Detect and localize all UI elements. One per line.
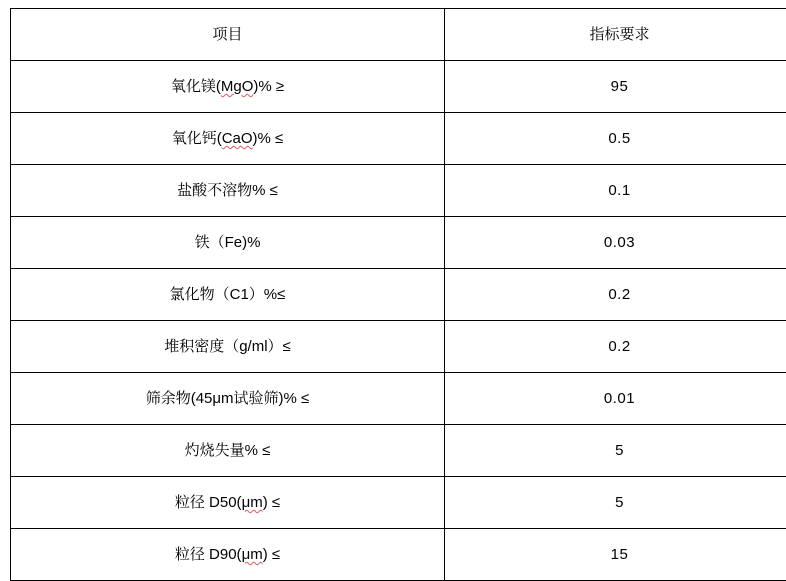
table-row [11,113,786,165]
item-text-prefix: 氧化镁( [171,78,221,95]
row-value-cell: 0.03 [445,217,786,269]
row-item-cell [11,165,445,217]
row-item-cell [11,425,445,477]
row-value-cell: 15 [445,529,786,581]
row-item-cell [11,61,445,113]
spec-table [10,8,786,581]
row-item-cell [11,373,445,425]
table-row [11,217,786,269]
row-item-cell [11,269,445,321]
row-value-cell: 0.2 [445,269,786,321]
table-row [11,425,786,477]
row-value-cell: 0.2 [445,321,786,373]
row-item-cell [11,113,445,165]
table-row [11,529,786,581]
spec-table-body [11,9,786,581]
row-value-cell: 95 [445,61,786,113]
item-text-suffix: )% ≤ [253,130,284,147]
row-value-cell: 0.01 [445,373,786,425]
item-text-prefix: 氧化钙( [172,130,222,147]
row-value-cell: 0.1 [445,165,786,217]
item-text-prefix: 筛余物(45μm试验筛)% ≤ [146,390,310,407]
header-cell-item: 项目 [11,9,445,61]
item-text-prefix: 铁（Fe)% [195,234,261,251]
item-text-prefix: 氯化物（C1）%≤ [170,286,286,303]
item-text-prefix: 灼烧失量% ≤ [185,442,271,459]
item-text-mark: CaO [222,130,253,147]
row-value-cell: 5 [445,425,786,477]
item-text-suffix: ) ≤ [263,494,280,511]
table-row [11,477,786,529]
item-text-mark: μm [242,546,263,563]
item-text-mark: MgO [221,78,254,95]
header-cell-requirement: 指标要求 [445,9,786,61]
table-row [11,165,786,217]
row-value-cell: 0.5 [445,113,786,165]
item-text-suffix: )% ≥ [253,78,284,95]
table-row [11,61,786,113]
row-item-cell [11,217,445,269]
item-text-prefix: 粒径 D90( [175,546,242,563]
item-text-prefix: 盐酸不溶物% ≤ [177,182,278,199]
table-row [11,269,786,321]
item-text-mark: μm [242,494,263,511]
item-text-prefix: 堆积密度（g/ml）≤ [164,338,291,355]
row-item-cell [11,321,445,373]
row-item-cell [11,529,445,581]
table-row [11,321,786,373]
item-text-prefix: 粒径 D50( [175,494,242,511]
table-header-row [11,9,786,61]
row-item-cell [11,477,445,529]
table-row [11,373,786,425]
item-text-suffix: ) ≤ [263,546,280,563]
row-value-cell: 5 [445,477,786,529]
